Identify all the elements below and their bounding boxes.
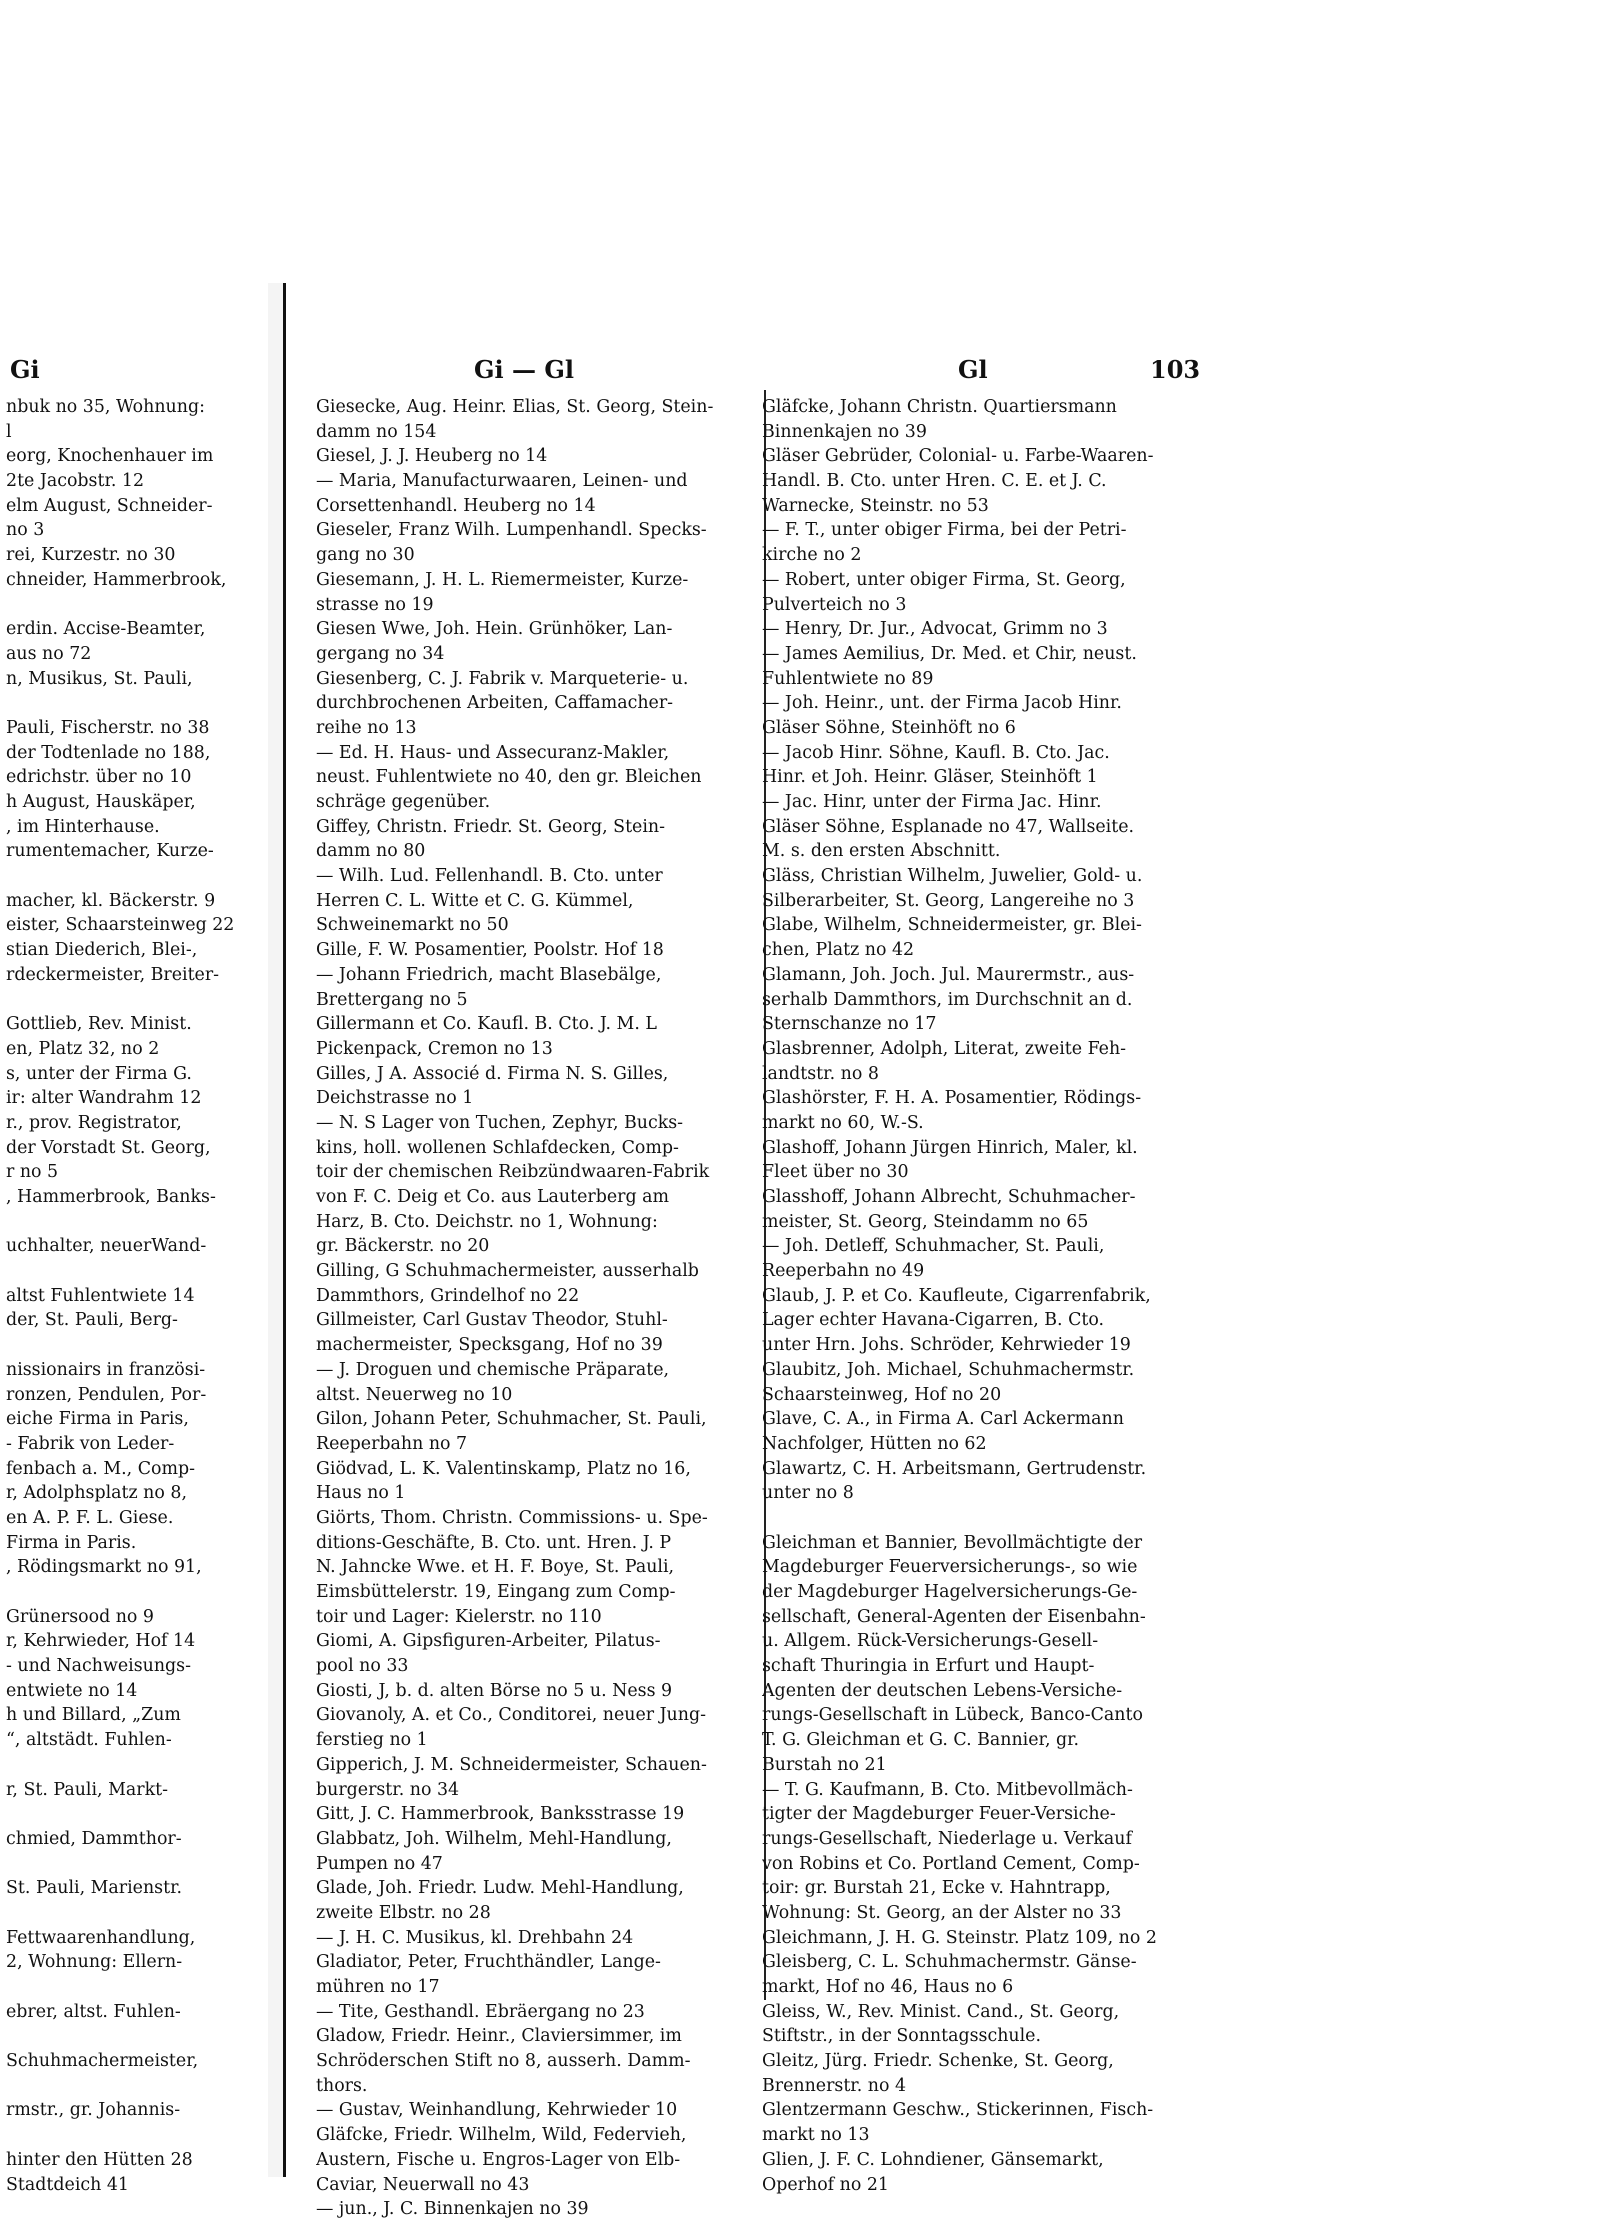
entry-line: ditions-Geschäfte, B. Cto. unt. Hren. J. P <box>316 1532 672 1553</box>
entry-line: reihe no 13 <box>316 717 417 738</box>
entry-line: gang no 30 <box>316 545 415 566</box>
entry-line: Glasshoff, Johann Albrecht, Schuhmacher- <box>762 1187 1136 1207</box>
entry-line: Pauli, Fischerstr. no 38 <box>6 717 210 738</box>
entry-line: — Robert, unter obiger Firma, St. Georg, <box>762 569 1126 590</box>
right-running-header: Gl <box>958 355 988 384</box>
entry-line: toir: gr. Burstah 21, Ecke v. Hahntrapp, <box>762 1878 1111 1899</box>
entry-line: neust. Fuhlentwiete no 40, den gr. Bleichen <box>316 767 702 788</box>
entry-line: chen, Platz no 42 <box>762 940 915 961</box>
entry-line: Glien, J. F. C. Lohndiener, Gänsemarkt, <box>762 2149 1104 2170</box>
entry-line: markt, Hof no 46, Haus no 6 <box>762 1977 1014 1997</box>
entry-line: Giosti, J, b. d. alten Börse no 5 u. Ness 9 <box>316 1680 673 1701</box>
entry-line: der, St. Pauli, Berg- <box>6 1310 178 1331</box>
entry-line: Corsettenhandl. Heuberg no 14 <box>316 495 596 516</box>
entry-line: rumentemacher, Kurze- <box>6 841 214 862</box>
entry-line: Deichstrasse no 1 <box>316 1088 474 1109</box>
entry-line: Glamann, Joh. Joch. Jul. Maurermstr., aus- <box>762 964 1135 985</box>
entry-line: r., prov. Registrator, <box>6 1112 182 1133</box>
entry-line <box>6 1753 268 1778</box>
entry-line: Gieseler, Franz Wilh. Lumpenhandl. Specks- <box>316 520 707 541</box>
entry-line: Gladow, Friedr. Heinr., Claviersimmer, im <box>316 2026 682 2047</box>
entry-line: nissionairs in französi- <box>6 1359 206 1380</box>
entry-line: — F. T., unter obiger Firma, bei der Petri- <box>762 520 1127 541</box>
entry-line: Giödvad, L. K. Valentinskamp, Platz no 16, <box>316 1458 691 1479</box>
entry-line: von Robins et Co. Portland Cement, Comp- <box>762 1853 1140 1874</box>
entry-line: Fettwaarenhandlung, <box>6 1927 196 1948</box>
entry-line: M. s. den ersten Abschnitt. <box>762 841 1001 862</box>
entry-line: ronzen, Pendulen, Por- <box>6 1384 207 1405</box>
entry-line: kirche no 2 <box>762 545 862 566</box>
entry-line: Warnecke, Steinstr. no 53 <box>762 495 989 516</box>
entry-line: l <box>6 421 12 442</box>
entry-line: nbuk no 35, Wohnung: <box>6 397 205 417</box>
entry-line: tigter der Magdeburger Feuer-Versiche- <box>762 1804 1116 1825</box>
entry-line: h und Billard, „Zum <box>6 1705 181 1726</box>
entry-line: Nachfolger, Hütten no 62 <box>762 1433 987 1454</box>
entry-line: markt no 13 <box>762 2125 870 2146</box>
entry-line: Gilon, Johann Peter, Schuhmacher, St. Pauli, <box>316 1409 707 1430</box>
entry-line: rungs-Gesellschaft, Niederlage u. Verkauf <box>762 1828 1132 1849</box>
entry-line: macher, kl. Bäckerstr. 9 <box>6 890 216 911</box>
entry-line: Glashoff, Johann Jürgen Hinrich, Maler, kl. <box>762 1137 1138 1158</box>
entry-line: Glaubitz, Joh. Michael, Schuhmachermstr. <box>762 1359 1135 1380</box>
entry-line: Reeperbahn no 49 <box>762 1261 925 1282</box>
entry-line: — Jacob Hinr. Söhne, Kaufl. B. Cto. Jac. <box>762 742 1110 763</box>
entry-line: 2te Jacobstr. 12 <box>6 471 145 492</box>
entry-line: Giesen Wwe, Joh. Hein. Grünhöker, Lan- <box>316 619 673 640</box>
entry-line: rdeckermeister, Breiter- <box>6 964 220 985</box>
entry-line: Gillmeister, Carl Gustav Theodor, Stuhl- <box>316 1310 668 1331</box>
entry-line: Glashörster, F. H. A. Posamentier, Rödings- <box>762 1088 1142 1109</box>
entry-line: schaft Thuringia in Erfurt und Haupt- <box>762 1656 1095 1677</box>
left-page-header: Gi <box>10 355 40 384</box>
entry-line: burgerstr. no 34 <box>316 1779 460 1800</box>
entry-line: n, Musikus, St. Pauli, <box>6 668 193 689</box>
entry-line: Herren C. L. Witte et C. G. Kümmel, <box>316 890 634 911</box>
entry-line: aus no 72 <box>6 643 92 664</box>
entry-line: von F. C. Deig et Co. aus Lauterberg am <box>316 1187 669 1207</box>
entry-line: Giffey, Christn. Friedr. St. Georg, Stein- <box>316 816 665 837</box>
entry-line <box>6 864 268 889</box>
entry-line: u. Allgem. Rück-Versicherungs-Gesell- <box>762 1631 1099 1652</box>
entry-line: — Tite, Gesthandl. Ebräergang no 23 <box>316 2001 645 2022</box>
entry-line: Brennerstr. no 4 <box>762 2075 907 2096</box>
entry-line: Glasbrenner, Adolph, Literat, zweite Feh- <box>762 1038 1127 1059</box>
entry-line: durchbrochenen Arbeiten, Caffamacher- <box>316 693 674 714</box>
entry-line: Haus no 1 <box>316 1483 406 1504</box>
entry-line <box>762 1506 1207 1531</box>
entry-line: elm August, Schneider- <box>6 495 213 516</box>
entry-line: Pumpen no 47 <box>316 1853 443 1874</box>
entry-line <box>6 1580 268 1605</box>
entry-line: - Fabrik von Leder- <box>6 1433 175 1454</box>
entry-line: — J. H. C. Musikus, kl. Drehbahn 24 <box>316 1927 634 1948</box>
entry-line: s, unter der Firma G. <box>6 1063 192 1084</box>
entry-line: Caviar, Neuerwall no 43 <box>316 2174 530 2195</box>
page-number: 103 <box>1150 355 1201 384</box>
entry-line: Gilling, G Schuhmachermeister, ausserhalb <box>316 1261 699 1282</box>
entry-line: — jun., J. C. Binnenkajen no 39 <box>316 2199 589 2220</box>
entry-line: rei, Kurzestr. no 30 <box>6 545 176 566</box>
entry-line: — Maria, Manufacturwaaren, Leinen- und <box>316 471 688 492</box>
entry-line: — James Aemilius, Dr. Med. et Chir, neust. <box>762 643 1137 664</box>
entry-line <box>6 1333 268 1358</box>
entry-line: unter Hrn. Johs. Schröder, Kehrwieder 19 <box>762 1335 1131 1356</box>
entry-line: , Rödingsmarkt no 91, <box>6 1557 202 1578</box>
entry-line: Glaub, J. P. et Co. Kaufleute, Cigarrenfabrik, <box>762 1285 1151 1306</box>
entry-line <box>6 2123 268 2148</box>
entry-line <box>6 2074 268 2099</box>
entry-line: r, St. Pauli, Markt- <box>6 1779 168 1800</box>
entry-line: Gläfcke, Friedr. Wilhelm, Wild, Federvieh, <box>316 2125 687 2146</box>
entry-line: schräge gegenüber. <box>316 792 491 812</box>
entry-line: Giesecke, Aug. Heinr. Elias, St. Georg, Stein- <box>316 397 714 417</box>
center-running-header: Gi — Gl <box>474 355 574 384</box>
entry-line: der Todtenlade no 188, <box>6 742 211 763</box>
entry-line: Gleichman et Bannier, Bevollmächtigte der <box>762 1532 1143 1553</box>
entry-line: eiche Firma in Paris, <box>6 1409 189 1430</box>
entry-line: Gleisberg, C. L. Schuhmachermstr. Gänse- <box>762 1952 1137 1973</box>
entry-line: - und Nachweisungs- <box>6 1656 191 1677</box>
entry-line: Magdeburger Feuerversicherungs-, so wie <box>762 1557 1138 1578</box>
entry-line: — Ed. H. Haus- und Assecuranz-Makler, <box>316 742 670 763</box>
entry-line: — T. G. Kaufmann, B. Cto. Mitbevollmäch- <box>762 1779 1133 1800</box>
entry-line: r no 5 <box>6 1162 59 1183</box>
entry-line: “, altstädt. Fuhlen- <box>6 1730 172 1751</box>
entry-line: — N. S Lager von Tuchen, Zephyr, Bucks- <box>316 1112 684 1133</box>
entry-line: chneider, Hammerbrook, <box>6 569 227 590</box>
entry-line: unter no 8 <box>762 1483 854 1504</box>
entry-line: Glawartz, C. H. Arbeitsmann, Gertrudenstr. <box>762 1458 1147 1479</box>
entry-line: Gläser Söhne, Steinhöft no 6 <box>762 717 1016 738</box>
entry-line: Harz, B. Cto. Deichstr. no 1, Wohnung: <box>316 1211 658 1232</box>
entry-line: hinter den Hütten 28 <box>6 2149 193 2170</box>
entry-line: Austern, Fische u. Engros-Lager von Elb- <box>316 2149 681 2170</box>
entry-line: altst Fuhlentwiete 14 <box>6 1285 195 1306</box>
entry-line: der Magdeburger Hagelversicherungs-Ge- <box>762 1582 1138 1602</box>
entry-line: Gilles, J A. Associé d. Firma N. S. Gilles, <box>316 1063 669 1084</box>
entry-line: zweite Elbstr. no 28 <box>316 1902 491 1923</box>
entry-line: Giesemann, J. H. L. Riemermeister, Kurze- <box>316 569 689 590</box>
entry-line: Reeperbahn no 7 <box>316 1433 468 1454</box>
entry-line: Schröderschen Stift no 8, ausserh. Damm- <box>316 2051 691 2072</box>
entry-line: stian Diederich, Blei-, <box>6 940 198 961</box>
entry-line: Gläfcke, Johann Christn. Quartiersmann <box>762 397 1117 417</box>
entry-line: Schaarsteinweg, Hof no 20 <box>762 1384 1002 1405</box>
entry-line: eister, Schaarsteinweg 22 <box>6 915 235 936</box>
entry-line <box>6 1259 268 1284</box>
entry-line: Firma in Paris. <box>6 1532 137 1553</box>
entry-line: Gladiator, Peter, Fruchthändler, Lange- <box>316 1952 661 1973</box>
entry-line: , Hammerbrook, Banks- <box>6 1187 216 1207</box>
entry-line: uchhalter, neuerWand- <box>6 1236 207 1257</box>
entry-line: h August, Hauskäper, <box>6 792 196 812</box>
entry-line: Dammthors, Grindelhof no 22 <box>316 1285 580 1306</box>
entry-line <box>6 1852 268 1877</box>
entry-line: Agenten der deutschen Lebens-Versiche- <box>762 1680 1123 1701</box>
entry-line: Gitt, J. C. Hammerbrook, Banksstrasse 19 <box>316 1804 685 1825</box>
entry-line: Brettergang no 5 <box>316 989 468 1010</box>
entry-line: Gille, F. W. Posamentier, Poolstr. Hof 18 <box>316 940 664 961</box>
entry-line: serhalb Dammthors, im Durchschnit an d. <box>762 989 1133 1010</box>
entry-line: toir und Lager: Kielerstr. no 110 <box>316 1606 602 1627</box>
entry-line: eorg, Knochenhauer im <box>6 446 214 467</box>
entry-line <box>6 1802 268 1827</box>
entry-line: 2, Wohnung: Ellern- <box>6 1952 183 1973</box>
entry-line: en A. P. F. L. Giese. <box>6 1507 174 1528</box>
entry-line: Gläser Gebrüder, Colonial- u. Farbe-Waaren- <box>762 446 1154 467</box>
entry-line: Pulverteich no 3 <box>762 594 907 615</box>
entry-line: T. G. Gleichman et G. C. Bannier, gr. <box>762 1730 1080 1751</box>
entry-line: strasse no 19 <box>316 594 434 615</box>
entry-line: gr. Bäckerstr. no 20 <box>316 1236 490 1257</box>
entry-line: Fuhlentwiete no 89 <box>762 668 934 689</box>
entry-line: Gillermann et Co. Kaufl. B. Cto. J. M. L <box>316 1014 657 1035</box>
entry-line: damm no 154 <box>316 421 437 442</box>
entry-line: — Henry, Dr. Jur., Advocat, Grimm no 3 <box>762 619 1108 640</box>
entry-line: ebrer, altst. Fuhlen- <box>6 2001 181 2022</box>
left-fragment-column <box>6 395 268 2197</box>
entry-line: Silberarbeiter, St. Georg, Langereihe no 3 <box>762 890 1135 911</box>
entry-line: Grünersood no 9 <box>6 1606 154 1627</box>
entry-line <box>6 988 268 1013</box>
entry-line: meister, St. Georg, Steindamm no 65 <box>762 1211 1089 1232</box>
entry-line: Gläser Söhne, Esplanade no 47, Wallseite. <box>762 816 1135 837</box>
entry-line: — Gustav, Weinhandlung, Kehrwieder 10 <box>316 2100 678 2121</box>
entry-line: r, Kehrwieder, Hof 14 <box>6 1631 196 1652</box>
entry-line: St. Pauli, Marienstr. <box>6 1878 183 1899</box>
entry-line: Glentzermann Geschw., Stickerinnen, Fisch- <box>762 2100 1154 2121</box>
entry-line: Giesel, J. J. Heuberg no 14 <box>316 446 548 467</box>
entry-line <box>6 2024 268 2049</box>
entry-line: Lager echter Havana-Cigarren, B. Cto. <box>762 1310 1105 1331</box>
entry-line <box>6 691 268 716</box>
entry-line: kins, holl. wollenen Schlafdecken, Comp- <box>316 1137 679 1158</box>
entry-line: landtstr. no 8 <box>762 1063 879 1084</box>
entry-line <box>6 1975 268 2000</box>
entry-line: Fleet über no 30 <box>762 1162 909 1183</box>
entry-line: Glabe, Wilhelm, Schneidermeister, gr. Blei- <box>762 915 1142 936</box>
entries-column-1 <box>316 395 766 2222</box>
entry-line: edrichstr. über no 10 <box>6 767 192 788</box>
entry-line: damm no 80 <box>316 841 426 862</box>
entry-line: — Joh. Detleff, Schuhmacher, St. Pauli, <box>762 1236 1105 1257</box>
entry-line: Giomi, A. Gipsfiguren-Arbeiter, Pilatus- <box>316 1631 661 1652</box>
entry-line: Operhof no 21 <box>762 2174 889 2195</box>
entry-line: en, Platz 32, no 2 <box>6 1038 160 1059</box>
entry-line: ferstieg no 1 <box>316 1730 428 1751</box>
entry-line: der Vorstadt St. Georg, <box>6 1137 211 1158</box>
entry-line: Schweinemarkt no 50 <box>316 915 509 936</box>
entry-line: sellschaft, General-Agenten der Eisenbahn- <box>762 1606 1146 1627</box>
entry-line: Gottlieb, Rev. Minist. <box>6 1014 192 1035</box>
entry-line: N. Jahncke Wwe. et H. F. Boye, St. Pauli, <box>316 1557 675 1578</box>
entry-line: Giovanoly, A. et Co., Conditorei, neuer Jung- <box>316 1705 706 1726</box>
entry-line: Eimsbüttelerstr. 19, Eingang zum Comp- <box>316 1582 676 1602</box>
entry-line: Gleiss, W., Rev. Minist. Cand., St. Georg, <box>762 2001 1120 2022</box>
entry-line: Gleichmann, J. H. G. Steinstr. Platz 109, no 2 <box>762 1927 1157 1948</box>
entry-line: Binnenkajen no 39 <box>762 421 927 442</box>
entry-line: Gleitz, Jürg. Friedr. Schenke, St. Georg, <box>762 2051 1114 2072</box>
entry-line: Glabbatz, Joh. Wilhelm, Mehl-Handlung, <box>316 1828 672 1849</box>
entry-line: Stadtdeich 41 <box>6 2174 129 2195</box>
entry-line: Hinr. et Joh. Heinr. Gläser, Steinhöft 1 <box>762 767 1098 788</box>
entry-line: Glade, Joh. Friedr. Ludw. Mehl-Handlung, <box>316 1878 684 1899</box>
entry-line: rungs-Gesellschaft in Lübeck, Banco-Canto <box>762 1705 1143 1726</box>
entry-line: Stiftstr., in der Sonntagsschule. <box>762 2026 1041 2047</box>
entry-line: mühren no 17 <box>316 1977 440 1997</box>
entry-line: toir der chemischen Reibzündwaaren-Fabrik <box>316 1162 710 1183</box>
entry-line: — Wilh. Lud. Fellenhandl. B. Cto. unter <box>316 866 663 887</box>
entry-line: gergang no 34 <box>316 643 445 664</box>
entry-line: — Jac. Hinr, unter der Firma Jac. Hinr. <box>762 792 1102 812</box>
entries-column-2 <box>762 395 1207 2197</box>
entry-line: Sternschanze no 17 <box>762 1014 937 1035</box>
entry-line: pool no 33 <box>316 1656 409 1677</box>
entry-line: — J. Droguen und chemische Präparate, <box>316 1359 670 1380</box>
entry-line: chmied, Dammthor- <box>6 1828 182 1849</box>
entry-line: Giesenberg, C. J. Fabrik v. Marqueterie- u. <box>316 668 689 689</box>
entry-line: fenbach a. M., Comp- <box>6 1458 195 1479</box>
entry-line: Giörts, Thom. Christn. Commissions- u. Spe- <box>316 1507 708 1528</box>
entry-line: markt no 60, W.-S. <box>762 1112 924 1133</box>
entry-line: no 3 <box>6 520 45 541</box>
entry-line: altst. Neuerweg no 10 <box>316 1384 513 1405</box>
entry-line <box>6 1901 268 1926</box>
entry-line: Burstah no 21 <box>762 1754 887 1775</box>
entry-line: r, Adolphsplatz no 8, <box>6 1483 187 1504</box>
entry-line: Pickenpack, Cremon no 13 <box>316 1038 553 1059</box>
entry-line: rmstr., gr. Johannis- <box>6 2100 181 2121</box>
entry-line: machermeister, Specksgang, Hof no 39 <box>316 1335 663 1356</box>
entry-line: ir: alter Wandrahm 12 <box>6 1088 202 1109</box>
entry-line: — Johann Friedrich, macht Blasebälge, <box>316 964 662 985</box>
entry-line: , im Hinterhause. <box>6 816 160 837</box>
entry-line: Schuhmachermeister, <box>6 2051 199 2072</box>
entry-line <box>6 593 268 618</box>
entry-line <box>6 1210 268 1235</box>
entry-line: Gläss, Christian Wilhelm, Juwelier, Gold- u. <box>762 866 1143 887</box>
entry-line: thors. <box>316 2075 368 2096</box>
entry-line: Gipperich, J. M. Schneidermeister, Schauen- <box>316 1754 707 1775</box>
entry-line: Glave, C. A., in Firma A. Carl Ackermann <box>762 1409 1124 1430</box>
entry-line: Handl. B. Cto. unter Hren. C. E. et J. C. <box>762 471 1107 492</box>
entry-line: — Joh. Heinr., unt. der Firma Jacob Hinr. <box>762 693 1122 714</box>
entry-line: entwiete no 14 <box>6 1680 138 1701</box>
entry-line: erdin. Accise-Beamter, <box>6 619 206 640</box>
entry-line: Wohnung: St. Georg, an der Alster no 33 <box>762 1902 1122 1923</box>
